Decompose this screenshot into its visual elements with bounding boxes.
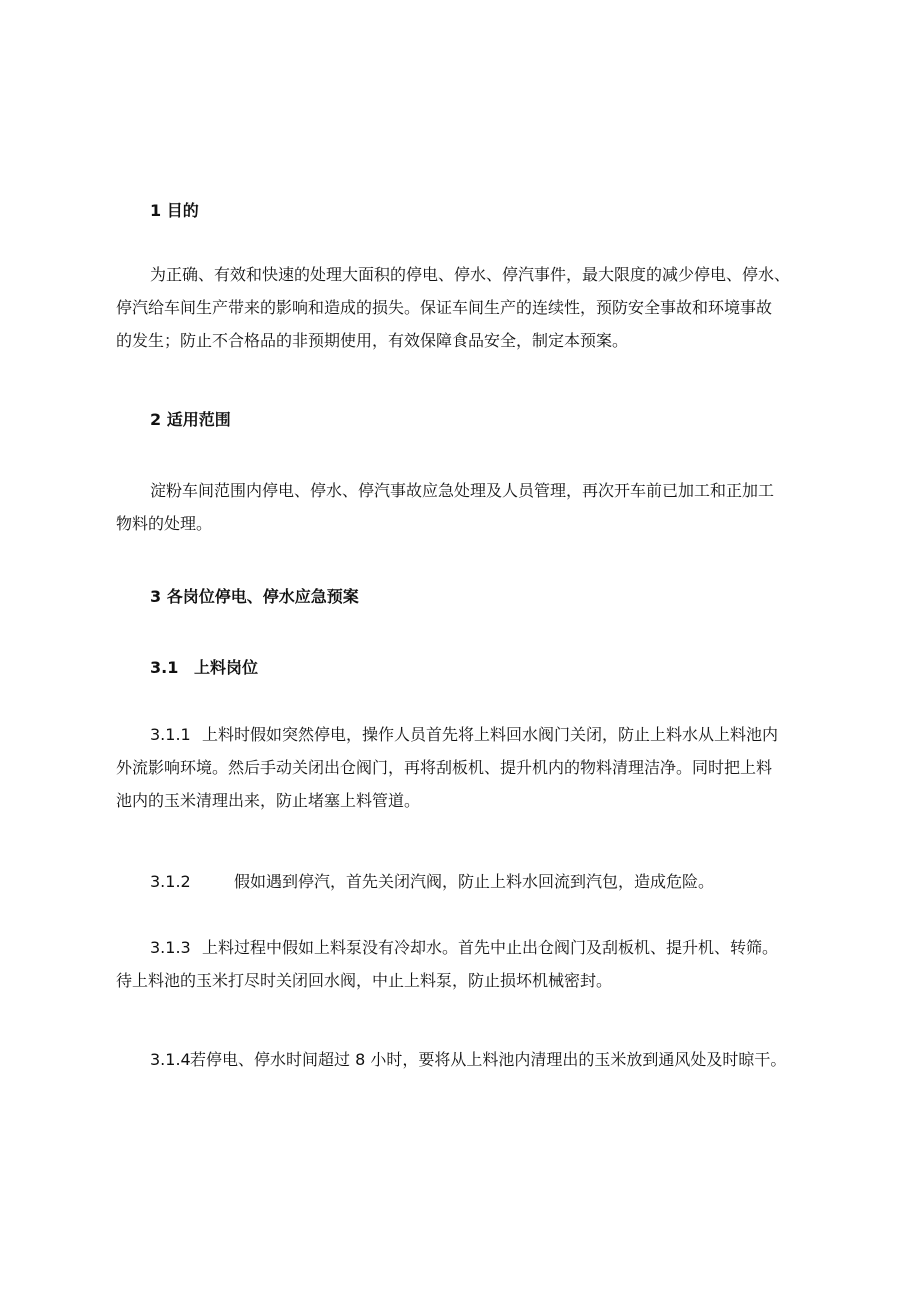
section-3-1-heading [150, 658, 258, 678]
paragraph-line [116, 1043, 826, 1076]
paragraph-line: 停汽给车间生产带来的影响和造成的损失。保证车间生产的连续性，预防安全事故和环境事故 [116, 298, 773, 317]
clause-text: 上料时假如突然停电，操作人员首先将上料回水阀门关闭，防止上料水从上料池内 [202, 725, 779, 744]
paragraph-line [116, 931, 826, 964]
clause-text: 假如遇到停汽，首先关闭汽阀，防止上料水回流到汽包，造成危险。 [234, 872, 715, 891]
clause-number: 3.1.3 [150, 938, 191, 957]
paragraph-3-1-3 [116, 931, 826, 997]
section-2-heading: 2 适用范围 [150, 410, 231, 429]
paragraph-line: 物料的处理。 [116, 514, 213, 533]
section-title: 上料岗位 [194, 658, 259, 677]
paragraph-3-1-2 [116, 865, 826, 898]
paragraph-line: 待上料池的玉米打尽时关闭回水阀，中止上料泵，防止损坏机械密封。 [116, 971, 613, 990]
paragraph-line: 外流影响环境。然后手动关闭出仓阀门，再将刮板机、提升机内的物料清理洁净。同时把上料 [116, 758, 773, 777]
section-1-paragraph [116, 258, 826, 357]
paragraph-line [116, 865, 826, 898]
paragraph-line: 的发生；防止不合格品的非预期使用，有效保障食品安全，制定本预案。 [116, 331, 629, 350]
clause-text: 上料过程中假如上料泵没有冷却水。首先中止出仓阀门及刮板机、提升机、转筛。 [202, 938, 779, 957]
paragraph-line [116, 718, 826, 751]
paragraph-line: 淀粉车间范围内停电、停水、停汽事故应急处理及人员管理，再次开车前已加工和正加工 [150, 481, 775, 500]
paragraph-line: 为正确、有效和快速的处理大面积的停电、停水、停汽事件，最大限度的减少停电、停水、 [150, 265, 791, 284]
section-number: 3.1 [150, 658, 179, 677]
paragraph-3-1-4 [116, 1043, 826, 1076]
paragraph-line: 池内的玉米清理出来，防止堵塞上料管道。 [116, 791, 421, 810]
clause-text: 若停电、停水时间超过 8 小时，要将从上料池内清理出的玉米放到通风处及时晾干。 [190, 1050, 787, 1069]
section-1-heading: 1 目的 [150, 201, 199, 220]
clause-number: 3.1.1 [150, 725, 191, 744]
clause-number: 3.1.4 [150, 1050, 191, 1069]
section-3-heading: 3 各岗位停电、停水应急预案 [150, 587, 359, 606]
clause-number: 3.1.2 [150, 872, 191, 891]
section-2-paragraph [116, 474, 826, 540]
paragraph-3-1-1 [116, 718, 826, 817]
